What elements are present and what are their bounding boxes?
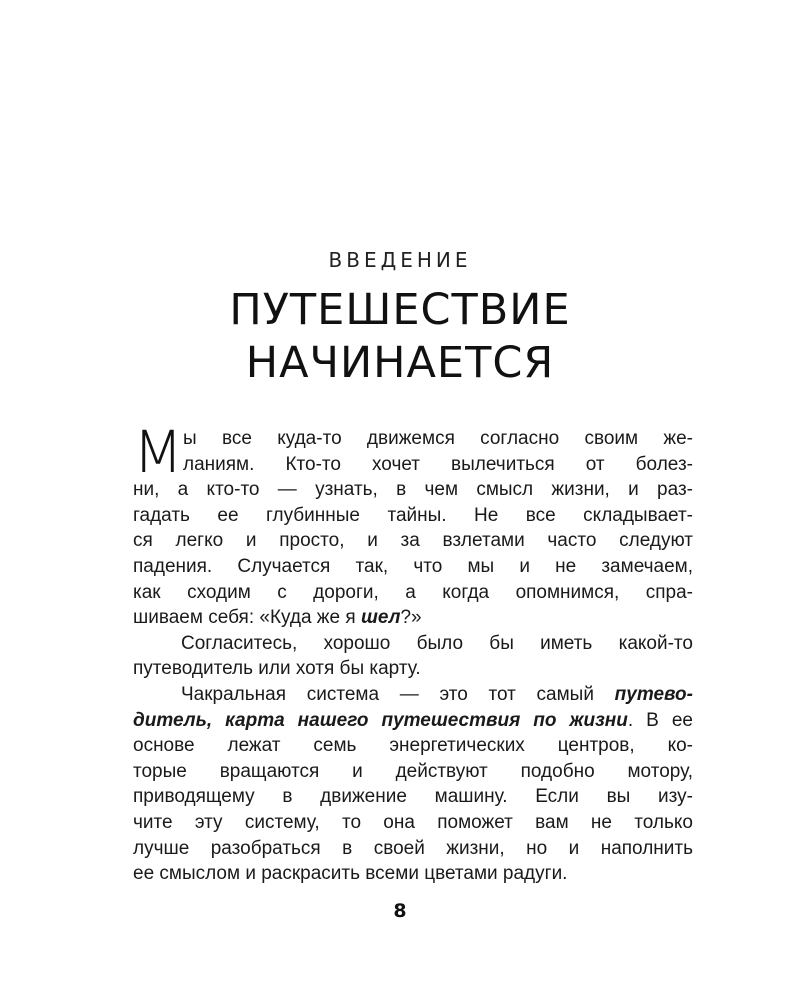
page-number: 8 xyxy=(393,900,407,922)
text-line: ланиям. Кто-то хочет вылечиться от болез- xyxy=(183,453,693,475)
chapter-title-line: ПУТЕШЕСТВИЕ xyxy=(229,285,571,335)
emphasis: дитель, карта нашего путешествия по жизни xyxy=(133,709,628,731)
chapter-title-line: НАЧИНАЕТСЯ xyxy=(245,338,555,388)
text-line: чите эту систему, то она поможет вам не только xyxy=(133,811,693,833)
text-run: шиваем себя: «Куда же я xyxy=(133,607,361,629)
text-line: гадать ее глубинные тайны. Не все складывает- xyxy=(133,504,693,526)
paragraph xyxy=(133,631,693,682)
text-run: Чакральная система — это тот самый xyxy=(181,683,615,705)
text-line xyxy=(133,708,693,734)
emphasis: путево- xyxy=(614,683,693,705)
text-run: . В ее xyxy=(627,709,693,731)
text-line: путеводитель или хотя бы карту. xyxy=(133,658,421,680)
text-line xyxy=(133,605,693,631)
drop-cap: М xyxy=(133,418,184,486)
text-line: лучше разобраться в своей жизни, но и наполнить xyxy=(133,837,693,859)
text-line: торые вращаются и действуют подобно мотору, xyxy=(133,760,693,782)
chapter-label: ВВЕДЕНИЕ xyxy=(328,248,472,272)
text-run: ?» xyxy=(400,607,422,629)
text-line: ся легко и просто, и за взлетами часто следуют xyxy=(133,530,693,552)
text-line: приводящему в движение машину. Если вы изу- xyxy=(133,786,693,808)
text-line: ы все куда-то движемся согласно своим же- xyxy=(183,428,693,449)
paragraph xyxy=(133,682,693,887)
text-line: ни, а кто-то — узнать, в чем смысл жизни, и раз- xyxy=(133,479,693,501)
text-line: как сходим с дороги, а когда опомнимся, спра- xyxy=(133,581,693,603)
body-text xyxy=(133,418,693,887)
text-line: ее смыслом и раскрасить всеми цветами радуги. xyxy=(133,863,568,885)
emphasis: шел xyxy=(360,607,401,629)
text-line: падения. Случается так, что мы и не замечаем, xyxy=(133,555,693,577)
text-line xyxy=(133,682,693,708)
paragraph xyxy=(133,418,693,631)
text-line: основе лежат семь энергетических центров, ко- xyxy=(133,735,693,757)
text-line: Согласитесь, хорошо было бы иметь какой-то xyxy=(181,632,693,654)
chapter-title xyxy=(0,284,800,390)
